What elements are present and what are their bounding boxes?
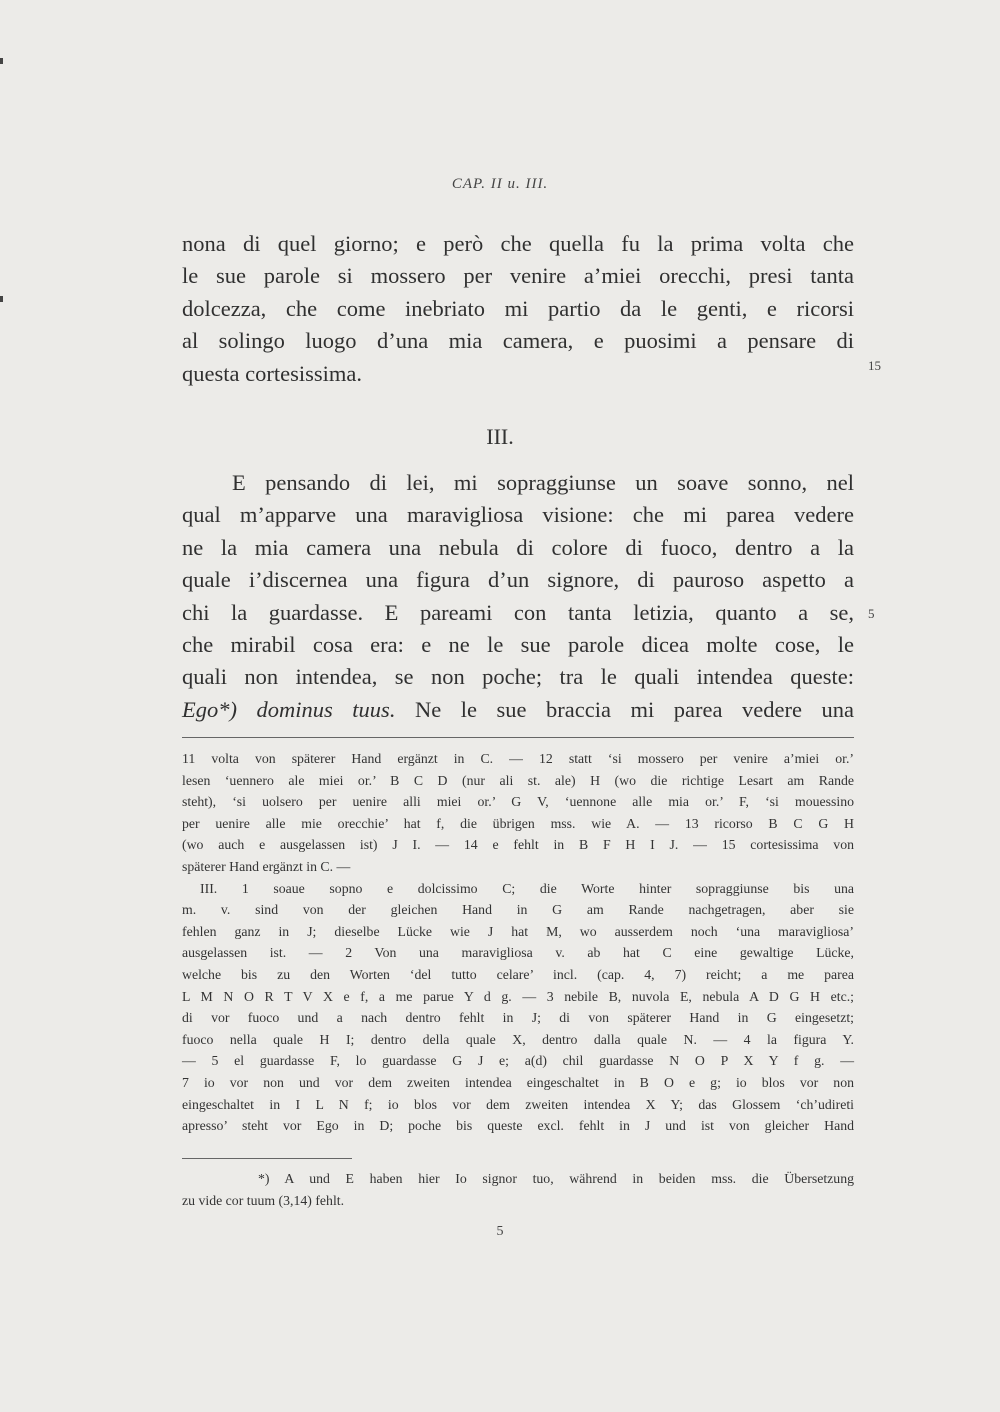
note-line: L M N O R T V X e f, a me parue Y d g. — 3 nebile B, nuvola E, nebula A D G H etc.; <box>182 988 854 1004</box>
notes-divider <box>182 737 854 738</box>
text-line: chi la guardasse. E pareami con tanta letizia, quanto a se, <box>182 599 854 625</box>
footnote-line: zu vide cor tuum (3,14) fehlt. <box>182 1192 345 1208</box>
text-line: E pensando di lei, mi sopraggiunse un soave sonno, nel <box>232 470 854 495</box>
note-line: per uenire alle mie orecchie’ hat f, die übrigen mss. wie A. — 13 ricorso B C G H <box>182 815 854 831</box>
note-line: ausgelassen ist. — 2 Von una maravigliosa v. ab hat C eine gewaltige Lücke, <box>182 945 854 961</box>
text-line: che mirabil cosa era: e ne le sue parole dicea molte cose, le <box>182 632 854 658</box>
text-line: nona di quel giorno; e però che quella fu la prima volta che <box>182 231 854 256</box>
running-head: CAP. II u. III. <box>451 176 549 192</box>
scan-edge-mark <box>0 58 3 64</box>
text-line-rest: Ne le sue braccia mi parea vedere una <box>395 696 854 722</box>
text-line: dolcezza, che come inebriato mi partio da le genti, e ricorsi <box>182 295 854 321</box>
note-line: fuoco nella quale H I; dentro della quale X, dentro dalla quale N. — 4 la figura Y. <box>182 1031 854 1047</box>
text-line: quali non intendea, se non poche; tra le quali intendea queste: <box>182 664 854 690</box>
text-line: le sue parole si mossero per venire a’miei orecchi, presi tanta <box>182 263 854 289</box>
note-line: m. v. sind von der gleichen Hand in G am Rande nachgetragen, aber sie <box>182 902 854 918</box>
text-line: quale i’discernea una figura d’un signore, di pauroso aspetto a <box>182 567 854 593</box>
margin-line-number-5: 5 <box>868 606 875 621</box>
note-line: (wo auch e ausgelassen ist) J I. — 14 e fehlt in B F H I J. — 15 cortesissima von <box>182 837 854 853</box>
footnote-line: *) A und E haben hier Io signor tuo, während in beiden mss. die Übersetzung <box>258 1171 854 1186</box>
text-line-last <box>182 694 854 726</box>
note-line: di vor fuoco und a nach dentro fehlt in J; di von späterer Hand in G eingesetzt; <box>182 1010 854 1026</box>
note-line: — 5 el guardasse F, lo guardasse G J e; a(d) chil guardasse N O P X Y f g. — <box>182 1053 854 1069</box>
note-line: III. 1 soaue sopno e dolcissimo C; die Worte hinter sopraggiunse bis una <box>200 880 854 896</box>
note-line: steht), ‘si uolsero per uenire alli miei or.’ G V, ‘uennone alle mia or.’ F, ‘si mouessino <box>182 794 854 810</box>
note-line: fehlen ganz in J; dieselbe Lücke wie J hat M, wo ausserdem noch ‘una maravigliosa’ <box>182 923 854 939</box>
critical-apparatus <box>182 748 854 1137</box>
italic-latin-phrase: Ego*) dominus tuus. <box>182 696 396 722</box>
footnote <box>182 1168 854 1211</box>
text-line: questa cortesissima. <box>182 360 362 386</box>
note-line: welche bis zu den Worten ‘del tutto celare’ incl. (cap. 4, 7) reicht; a me parea <box>182 966 854 982</box>
text-line: qual m’apparve una maravigliosa visione: che mi parea vedere <box>182 502 854 528</box>
note-line: späterer Hand ergänzt in C. — <box>182 858 351 874</box>
margin-line-number-15: 15 <box>868 358 881 373</box>
note-line: apresso’ steht vor Ego in D; poche bis queste excl. fehlt in J und ist von gleicher Hand <box>182 1118 854 1134</box>
scan-edge-mark <box>0 296 3 302</box>
footnote-divider <box>182 1158 352 1159</box>
text-block-chapter-3 <box>182 467 854 726</box>
note-line: eingeschaltet in I L N f; io blos vor dem zweiten intendea X Y; das Glossem ‘ch’udireti <box>182 1096 854 1112</box>
note-line: 11 volta von späterer Hand ergänzt in C. — 12 statt ‘si mossero per venire a’miei or.’ <box>182 751 854 766</box>
text-line: al solingo luogo d’una mia camera, e puosimi a pensare di <box>182 328 854 354</box>
text-line: ne la mia camera una nebula di colore di fuoco, dentro a la <box>182 534 854 560</box>
page-number: 5 <box>496 1224 504 1239</box>
chapter-heading: III. <box>486 424 514 449</box>
note-line: 7 io vor non und vor dem zweiten intendea eingeschaltet in B O e g; io blos vor non <box>182 1074 854 1090</box>
note-line: lesen ‘uennero ale miei or.’ B C D (nur ali st. ale) H (wo die richtige Lesart am Rande <box>182 772 854 788</box>
text-block-chapter-2-end <box>182 228 854 390</box>
